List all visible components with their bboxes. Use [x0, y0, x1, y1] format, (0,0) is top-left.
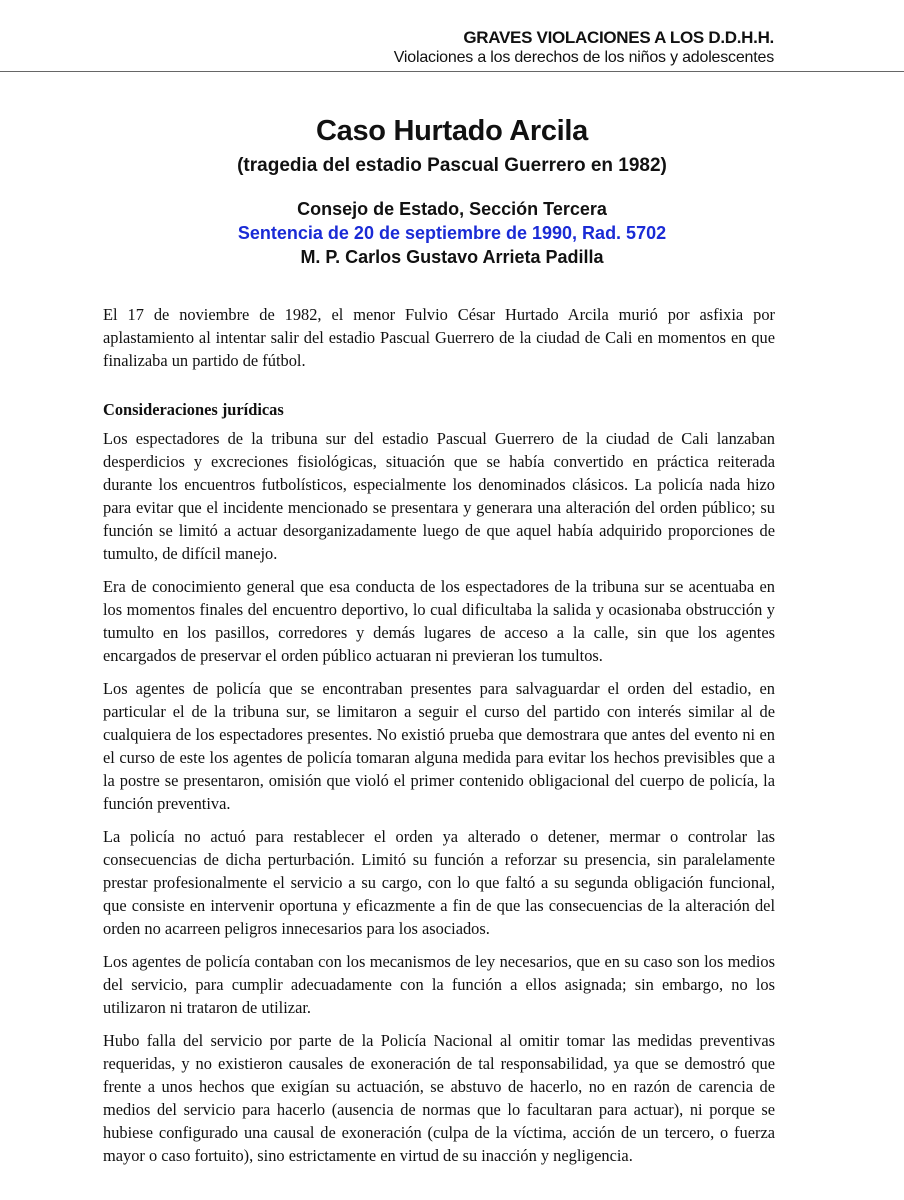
intro-paragraph: El 17 de noviembre de 1982, el menor Fulvio César Hurtado Arcila murió por asfixia por aplastamiento al intentar salir del estadio Pascual Guerrero de la ciudad de Cali en momentos en que finalizaba un partido de fútbol. [103, 305, 775, 370]
case-subtitle: (tragedia del estadio Pascual Guerrero en 1982) [237, 155, 667, 176]
court-name: Consejo de Estado, Sección Tercera [297, 199, 607, 219]
body-paragraph: Los agentes de policía contaban con los mecanismos de ley necesarios, que en su caso son los medios del servicio, para cumplir adecuadamente con la función a ellos asignada; sin embargo, no los utilizaron ni trataron de utilizar. [103, 952, 775, 1017]
running-header-title: GRAVES VIOLACIONES A LOS D.D.H.H. [463, 28, 774, 47]
title-block [0, 112, 904, 270]
body-paragraph: La policía no actuó para restablecer el orden ya alterado o detener, mermar o controlar las consecuencias de dicha perturbación. Limitó su función a reforzar su presencia, sin paralelamente prestar profesionalmente el servicio a su cargo, con lo que faltó a su segunda obligación funcional, que consiste en intervenir oportuna y eficazmente a fin de que las consecuencias de la alteración del orden no acarreen peligros innecesarios para los asociados. [103, 827, 775, 938]
running-header [394, 28, 774, 67]
body-paragraph: Hubo falla del servicio por parte de la Policía Nacional al omitir tomar las medidas preventivas requeridas, y no existieron causales de exoneración de tal responsabilidad, ya que se demostró que frente a unos hechos que exigían su actuación, se abstuvo de hacerlo, no en razón de carencia de medios del servicio para hacerlo (ausencia de normas que lo facultaran para actuar), ni porque se hubiese configurado una causal de exoneración (culpa de la víctima, acción de un tercero, o fuerza mayor o caso fortuito), sino estrictamente en virtud de su inacción y negligencia. [103, 1031, 775, 1165]
document-body [103, 303, 775, 1177]
magistrate-name: M. P. Carlos Gustavo Arrieta Padilla [300, 247, 604, 267]
header-divider [0, 71, 904, 72]
sentence-reference: Sentencia de 20 de septiembre de 1990, Rad. 5702 [237, 223, 667, 243]
body-paragraph: Los espectadores de la tribuna sur del estadio Pascual Guerrero de la ciudad de Cali lanzaban desperdicios y excreciones fisiológicas, situación que se había convertido en práctica reiterada durante los encuentros futbolísticos, especialmente los denominados clásicos. La policía nada hizo para evitar que el incidente mencionado se presentara y generara una alteración del orden público; su función se limitó a actuar desorganizadamente luego de que aquel había adquirido proporciones de tumulto, de difícil manejo. [103, 429, 775, 563]
running-header-subtitle: Violaciones a los derechos de los niños y adolescentes [393, 49, 774, 66]
section-heading: Consideraciones jurídicas [103, 400, 284, 419]
body-paragraph: Era de conocimiento general que esa conducta de los espectadores de la tribuna sur se acentuaba en los momentos finales del encuentro deportivo, lo cual dificultaba la salida y ocasionaba obstrucción y tumulto en los pasillos, corredores y demás lugares de acceso a la calle, sin que los agentes encargados de preservar el orden público actuaran ni previeran los tumultos. [103, 577, 775, 665]
case-title: Caso Hurtado Arcila [315, 115, 588, 147]
body-paragraph: Los agentes de policía que se encontraban presentes para salvaguardar el orden del estadio, en particular el de la tribuna sur, se limitaron a seguir el curso del partido con interés similar al de cualquiera de los espectadores presentes. No existió prueba que demostrara que antes del evento ni en el curso de este los agentes de policía tomaran alguna medida para evitar los hechos previsibles que a la postre se presentaron, omisión que violó el primer contenido obligacional del cuerpo de policía, la función preventiva. [103, 679, 775, 813]
